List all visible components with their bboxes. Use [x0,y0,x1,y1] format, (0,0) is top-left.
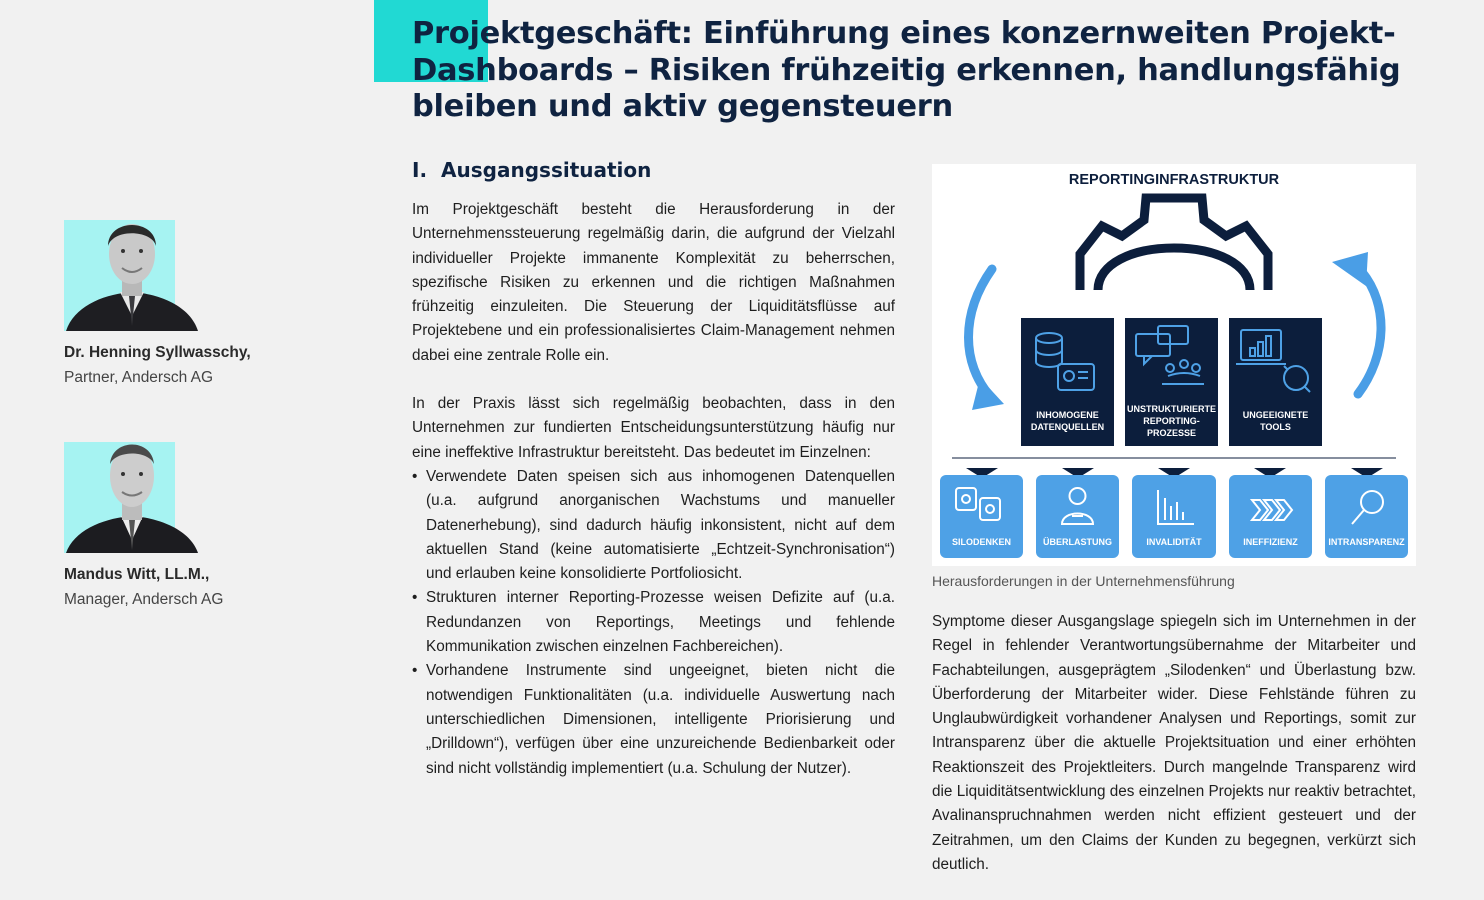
author-role: Manager, Andersch AG [64,590,224,608]
author-name: Dr. Henning Syllwasschy, [64,344,251,361]
dark-box-label: UNGEEIGNETE [1242,410,1309,420]
author-card [64,418,223,612]
dark-box-data-sources [1021,318,1114,446]
blue-box-label: ÜBERLASTUNG [1043,537,1112,547]
left-column [412,198,895,781]
dark-box-label: TOOLS [1260,422,1291,432]
author-card [64,196,251,390]
author-role: Partner, Andersch AG [64,368,214,386]
list-item: • Vorhandene Instrumente sind ungeeignet, bieten nicht die notwendigen Funktionalitäten (u.a. individuelle Auswertung nach unterschiedlichen Dimensionen, intelligente Priorisierung und „Drilldown“), verfügen über eine unzureichende Bedienbarkeit oder sind nicht vollständig implementiert (u.a. Schulung der Nutzer). [412,659,895,780]
dark-box-label: REPORTING- [1143,416,1200,426]
section-title: Ausgangssituation [441,158,652,182]
dark-box-label: INHOMOGENE [1036,410,1099,420]
section-heading [412,158,651,182]
blue-box-invaliditaet [1132,468,1216,558]
figure-title: REPORTINGINFRASTRUKTUR [1068,172,1280,188]
page-title: Projektgeschäft: Einführung eines konzernweiten Projekt-Dashboards – Risiken frühzeitig erkennen, handlungsfähig bleiben und aktiv gegensteuern [412,16,1401,124]
blue-box-intransparenz [1325,468,1408,558]
blue-box-ineffizienz [1229,468,1312,558]
blue-box-label: INTRANSPARENZ [1328,537,1405,547]
bullet-list [412,465,895,781]
author-photo [64,418,200,553]
cycle-arrow-right-icon [1332,252,1381,394]
paragraph: In der Praxis lässt sich regelmäßig beobachten, dass in den Unternehmen zur fundierten Entscheidungsunterstützung häufig nur eine ineffektive Infrastruktur bereitsteht. Das bedeutet im Einzelnen: [412,395,895,461]
list-item: • Strukturen interner Reporting-Prozesse weisen Defizite auf (u.a. Redundanzen von Reportings, Meetings und fehlende Kommunikation zwischen einzelnen Fachbereichen). [412,586,895,659]
cycle-arrow-left-icon [969,269,1005,410]
dark-box-label: PROZESSE [1146,428,1197,438]
dark-box-label: DATENQUELLEN [1030,422,1105,432]
author-photo [64,196,200,331]
blue-box-label: INVALIDITÄT [1146,537,1202,547]
dark-box-label: UNSTRUKTURIERTE [1127,404,1216,414]
list-item: • Verwendete Daten speisen sich aus inhomogenen Datenquellen (u.a. aufgrund anorganischen Wachstums und manueller Datenerhebung), sind dadurch häufig inkonsistent, nicht auf dem aktuellen Stand (keine automatisierte „Echtzeit-Synchronisation“) und erlauben keine konsolidierte Portfoliosicht. [412,465,895,586]
blue-box-ueberlastung [1036,468,1119,558]
reporting-infrastructure-figure [932,164,1416,566]
dark-box-tools [1229,318,1322,446]
paragraph: Im Projektgeschäft besteht die Herausforderung in der Unternehmenssteuerung regelmäßig darin, die aufgrund der Vielzahl individueller Projekte immanente Komplexität zu beherrschen, spezifische Risiken zu erkennen und die richtigen Maßnahmen frühzeitig einzuleiten. Die Steuerung der Liquiditätsflüsse auf Projektebene und ein professionalisiertes Claim-Management nehmen dabei eine zentrale Rolle ein. [412,201,895,364]
blue-box-label: INEFFIZIENZ [1243,537,1298,547]
right-column-paragraph: Symptome dieser Ausgangslage spiegeln sich im Unternehmen in der Regel in fehlender Verantwortungsübernahme der Mitarbeiter und Fachabteilungen, ausgeprägtem „Silodenken“ und Überlastung bzw. Überforderung der Mitarbeiter wider. Diese Fehlstände führen zu Unglaubwürdigkeit vorhandener Analysen und Reportings, somit zur Intransparenz über die aktuelle Projektsituation und einer erhöhten Reaktionszeit des Projektleiters. Durch mangelnde Transparenz wird die Liquiditätsentwicklung des einzelnen Projekts nur reaktiv betrachtet, Avalinanspruchnahmen werden nicht effizient gesteuert und der Zeitrahmen, um den Claims der Kunden zu begegnen, verkürzt sich deutlich. [932,613,1416,873]
section-number: I. [412,158,428,182]
blue-box-silodenken [940,468,1023,558]
gear-icon [1080,198,1268,290]
blue-box-label: SILODENKEN [951,537,1012,547]
dark-box-reporting-processes [1125,318,1218,446]
author-name: Mandus Witt, LL.M., [64,566,210,583]
figure-caption: Herausforderungen in der Unternehmensführung [932,573,1235,589]
